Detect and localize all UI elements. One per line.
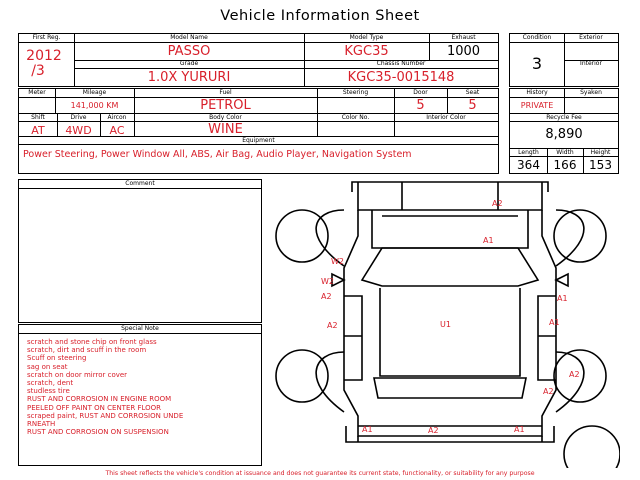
specs-table [18, 88, 499, 174]
first-reg-month: /3 [31, 63, 45, 79]
first-reg-year: 2012 [26, 48, 62, 64]
arch-rear-right [556, 352, 584, 412]
steering-label: Steering [342, 89, 369, 96]
windshield-outline [362, 248, 538, 286]
equipment-value: Power Steering, Power Window All, ABS, Air Bag, Audio Player, Navigation System [23, 149, 412, 160]
shift-label: Shift [31, 114, 45, 121]
interior-label: Interior [580, 60, 602, 67]
special-note-line: RUST AND CORROSION ON SUSPENSION [27, 428, 169, 437]
damage-mark: A1 [483, 236, 494, 245]
damage-mark: A1 [549, 318, 560, 327]
grade-label: Grade [179, 60, 199, 67]
mileage-value: 141,000 KM [70, 101, 119, 110]
special-note-list [27, 338, 183, 436]
comment-label: Comment [125, 180, 155, 187]
exhaust-label: Exhaust [451, 34, 476, 41]
body-color-label: Body Color [209, 114, 242, 121]
exhaust-value: 1000 [446, 44, 481, 59]
roof-outline [380, 288, 520, 376]
syaken-label: Syaken [580, 89, 602, 96]
footer-disclaimer: This sheet reflects the vehicle's condition at issuance and does not guarantee its current state, functionality, or suitability for any purpose [105, 470, 535, 477]
exterior-label: Exterior [579, 34, 603, 41]
damage-mark: A1 [362, 425, 373, 434]
right-door-lines [538, 296, 556, 380]
damage-mark: U1 [440, 320, 451, 329]
front-bumper-center [402, 182, 498, 210]
special-note-line: Scuff on steering [27, 354, 87, 363]
special-note-line: RUST AND CORROSION IN ENGINE ROOM [27, 395, 172, 404]
arch-rear-left [316, 352, 344, 412]
page-title: Vehicle Information Sheet [220, 8, 420, 24]
model-name-label: Model Name [170, 34, 208, 41]
damage-mark: A1 [514, 425, 525, 434]
hood-outline [372, 210, 528, 248]
seat-value: 5 [468, 98, 477, 113]
model-type-label: Model Type [349, 34, 384, 41]
front-bumper-outline [352, 182, 548, 210]
door-label: Door [413, 89, 428, 96]
damage-mark: A2 [327, 321, 338, 330]
height-value: 153 [589, 158, 612, 172]
body-color-value: WINE [208, 122, 243, 137]
rear-window-outline [374, 378, 526, 398]
first-reg-label: First Reg. [32, 34, 61, 41]
equipment-label: Equipment [242, 137, 275, 144]
special-note-line: studless tire [27, 387, 70, 396]
grade-value: 1.0X YURURI [147, 70, 231, 85]
special-note-label: Special Note [121, 325, 159, 332]
recycle-fee-value: 8,890 [545, 127, 583, 142]
special-note-line: scratch, dent [27, 379, 74, 388]
special-note-line: sag on seat [27, 362, 68, 371]
history-value: PRIVATE [520, 101, 554, 110]
damage-mark: A2 [492, 199, 503, 208]
special-note-line: RNEATH [27, 420, 56, 429]
wheel-rear-right [554, 350, 606, 402]
length-label: Length [518, 149, 539, 156]
vehicle-info-table [18, 33, 499, 87]
damage-mark: A2 [321, 292, 332, 301]
length-value: 364 [517, 158, 540, 172]
condition-value: 3 [531, 54, 543, 73]
special-note-line: scratch and stone chip on front glass [27, 338, 157, 346]
shift-value: AT [31, 124, 45, 137]
damage-mark: A2 [543, 387, 554, 396]
model-name: PASSO [167, 44, 211, 59]
chassis-label: Chassis Number [376, 60, 426, 67]
drive-value: 4WD [65, 124, 92, 137]
recycle-fee-label: Recycle Fee [546, 114, 582, 121]
mileage-label: Mileage [82, 89, 107, 96]
damage-mark: A2 [569, 370, 580, 379]
damage-mark: W2 [321, 277, 334, 286]
comment-box [18, 179, 262, 323]
meter-label: Meter [28, 89, 46, 96]
fuel-value: PETROL [200, 98, 251, 113]
damage-mark: W2 [331, 257, 344, 266]
damage-mark: A1 [557, 294, 568, 303]
model-type: KGC35 [344, 44, 389, 59]
special-note-line: scratch on door mirror cover [27, 370, 128, 379]
chassis-value: KGC35-0015148 [347, 70, 455, 85]
condition-table [509, 33, 619, 87]
width-label: Width [556, 149, 574, 156]
seat-label: Seat [465, 89, 480, 96]
color-no-label: Color No. [341, 114, 370, 121]
mirror-right [556, 274, 568, 286]
door-value: 5 [416, 98, 425, 113]
drive-label: Drive [70, 114, 87, 121]
spare-wheel [564, 426, 620, 468]
special-note-line: PEELED OFF PAINT ON CENTER FLOOR [27, 403, 162, 412]
aircon-label: Aircon [107, 114, 127, 121]
condition-label: Condition [522, 34, 552, 41]
aircon-value: AC [109, 124, 125, 137]
special-note-line: scraped paint, RUST AND CORROSION UNDE [27, 411, 184, 420]
damage-mark: A2 [428, 426, 439, 435]
history-label: History [526, 89, 548, 96]
special-note-line: scratch, dirt and scuff in the room [27, 346, 147, 355]
width-value: 166 [553, 158, 577, 172]
left-door-lines [344, 296, 362, 380]
history-table [509, 88, 619, 174]
height-label: Height [590, 149, 611, 156]
wheel-rear-left [276, 350, 328, 402]
special-note-box [18, 324, 262, 466]
fuel-label: Fuel [219, 89, 232, 96]
interior-color-label: Interior Color [426, 114, 466, 121]
